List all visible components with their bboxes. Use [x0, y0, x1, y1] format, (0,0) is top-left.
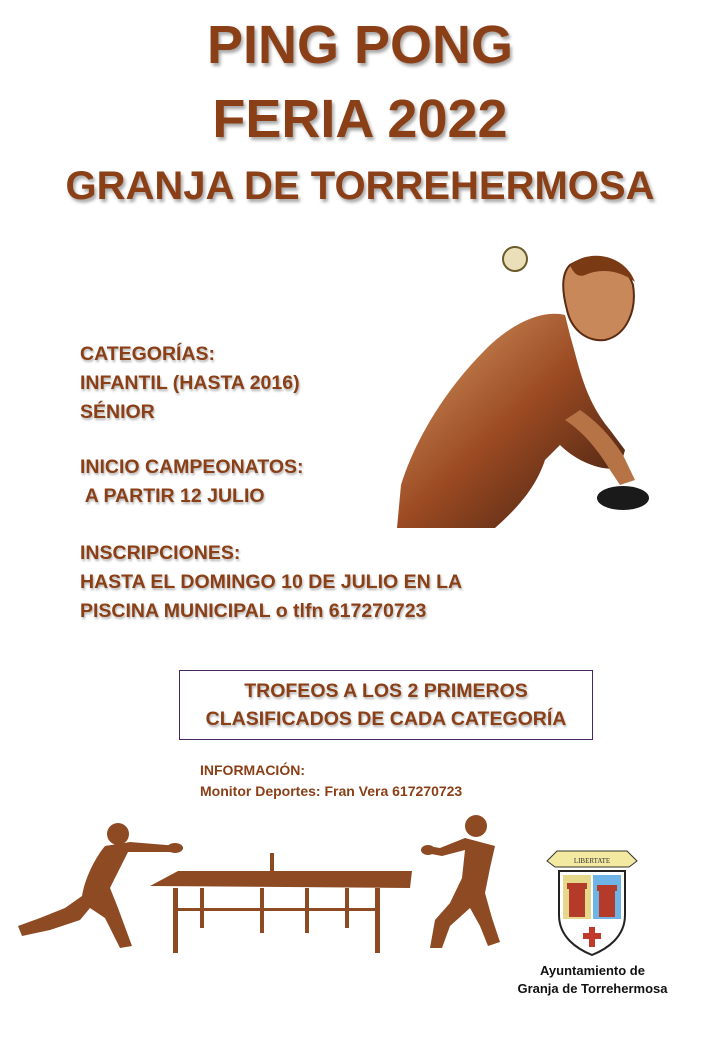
trophies-line: TROFEOS A LOS 2 PRIMEROS [244, 680, 528, 702]
start-label: INICIO CAMPEONATOS: [80, 456, 304, 478]
categories-block [80, 340, 300, 427]
information-label: INFORMACIÓN: [200, 762, 305, 778]
information-block [200, 760, 462, 802]
title-town: GRANJA DE TORREHERMOSA [65, 164, 655, 208]
categories-label: CATEGORÍAS: [80, 343, 216, 365]
town-crest [545, 845, 639, 957]
crest-castle [599, 889, 615, 917]
category-item: SÉNIOR [80, 401, 155, 423]
registration-line: PISCINA MUNICIPAL o tlfn 617270723 [80, 600, 427, 622]
ball-icon [503, 247, 527, 271]
trophies-line: CLASIFICADOS DE CADA CATEGORÍA [205, 708, 567, 730]
registration-block [80, 539, 462, 626]
trophies-box [179, 670, 593, 740]
start-value: A PARTIR 12 JULIO [80, 485, 265, 507]
category-item: INFANTIL (HASTA 2016) [80, 372, 300, 394]
title-feria: FERIA 2022 [212, 89, 508, 149]
organizer-line: Ayuntamiento de [540, 963, 645, 978]
ping-pong-table-silhouette [150, 853, 412, 953]
crest-tower [569, 887, 585, 917]
organizer-line: Granja de Torrehermosa [517, 981, 668, 996]
registration-label: INSCRIPCIONES: [80, 542, 241, 564]
silhouette-scene [10, 808, 510, 958]
paddle-icon [597, 486, 649, 510]
organizer-credit [500, 962, 685, 998]
title-ping-pong: PING PONG [206, 15, 514, 75]
information-contact: Monitor Deportes: Fran Vera 617270723 [200, 783, 463, 799]
crest-motto: LIBERTATE [573, 857, 611, 865]
right-player-silhouette [421, 815, 500, 948]
player-illustration [395, 240, 655, 530]
registration-line: HASTA EL DOMINGO 10 DE JULIO EN LA [80, 571, 463, 593]
start-block [80, 453, 304, 511]
